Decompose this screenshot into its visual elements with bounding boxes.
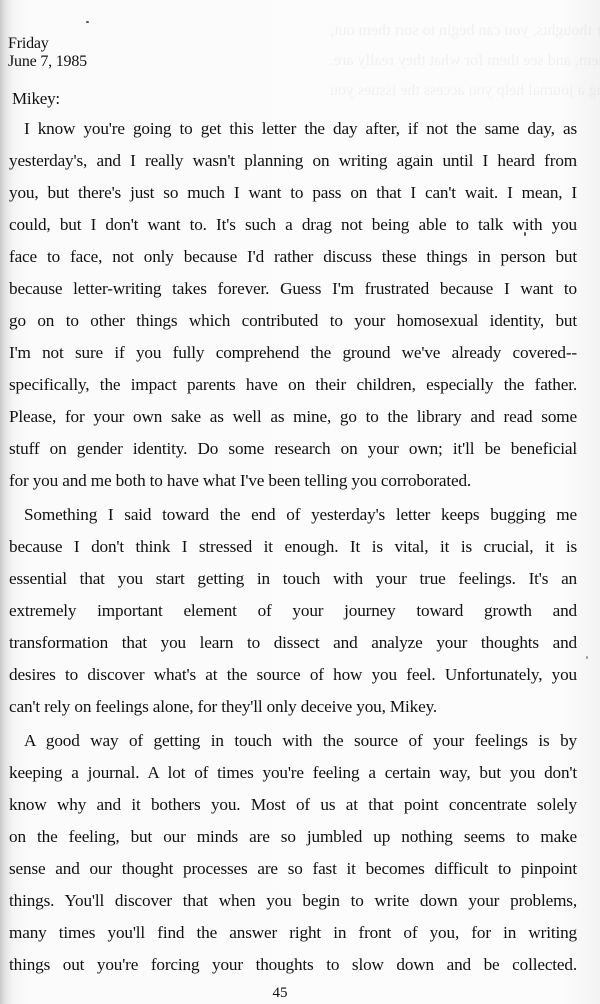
text-line: Something I said toward the end of yesterday's letter keeps bugging me [24, 505, 577, 524]
letter-day: Friday [8, 35, 49, 52]
text-line: on the feeling, but our minds are so jumbled up nothing seems to make [9, 827, 577, 846]
scan-speck [586, 656, 588, 659]
text-line: sense and our thought processes are so fast it becomes difficult to pinpoint [9, 859, 577, 878]
text-line: for you and me both to have what I've been telling you corroborated. [9, 471, 472, 490]
text-line: can't rely on feelings alone, for they'll only deceive you, Mikey. [9, 697, 438, 716]
page-number: 45 [272, 985, 288, 1001]
bleed-line [330, 22, 600, 40]
text-line: go on to other things which contributed to your homosexual identity, but [9, 311, 577, 330]
letter-salutation: Mikey: [12, 89, 60, 108]
text-line: face to face, not only because I'd rather discuss these things in person but [9, 247, 577, 266]
text-line: Please, for your own sake as well as mine, go to the library and read some [9, 407, 577, 426]
text-line: desires to discover what's at the source of how you feel. Unfortunately, you [9, 665, 577, 684]
scan-speck [86, 21, 89, 23]
text-line: things out you're forcing your thoughts to slow down and be collected. [9, 955, 577, 974]
text-line: specifically, the impact parents have on their children, especially the father. [9, 375, 577, 394]
text-line: could, but I don't want to. It's such a drag not being able to talk with you [9, 215, 577, 234]
text-line: essential that you start getting in touch with your true feelings. It's an [9, 569, 577, 588]
text-line: I know you're going to get this letter the day after, if not the same day, as [24, 119, 577, 138]
text-line: know why and it bothers you. Most of us at that point concentrate solely [9, 795, 577, 814]
text-line: keeping a journal. A lot of times you're feeling a certain way, but you don't [9, 763, 577, 782]
text-line: A good way of getting in touch with the source of your feelings is by [24, 731, 577, 750]
text-line: you, but there's just so much I want to pass on that I can't wait. I mean, I [9, 183, 577, 202]
text-line: I'm not sure if you fully comprehend the ground we've already covered-- [9, 343, 577, 362]
text-line: stuff on gender identity. Do some research on your own; it'll be beneficial [9, 439, 577, 458]
bleed-line [330, 52, 600, 70]
bleed-line [330, 82, 600, 100]
text-line: many times you'll find the answer right in front of you, for in writing [9, 923, 577, 942]
text-line: because I don't think I stressed it enough. It is vital, it is crucial, it is [9, 537, 577, 556]
letter-date: June 7, 1985 [8, 53, 87, 70]
text-line: because letter-writing takes forever. Guess I'm frustrated because I want to [9, 279, 577, 298]
text-line: yesterday's, and I really wasn't planning on writing again until I heard from [9, 151, 577, 170]
text-line: transformation that you learn to dissect and analyze your thoughts and [9, 633, 577, 652]
text-line: extremely important element of your journey toward growth and [9, 601, 577, 620]
text-line: things. You'll discover that when you begin to write down your problems, [9, 891, 577, 910]
